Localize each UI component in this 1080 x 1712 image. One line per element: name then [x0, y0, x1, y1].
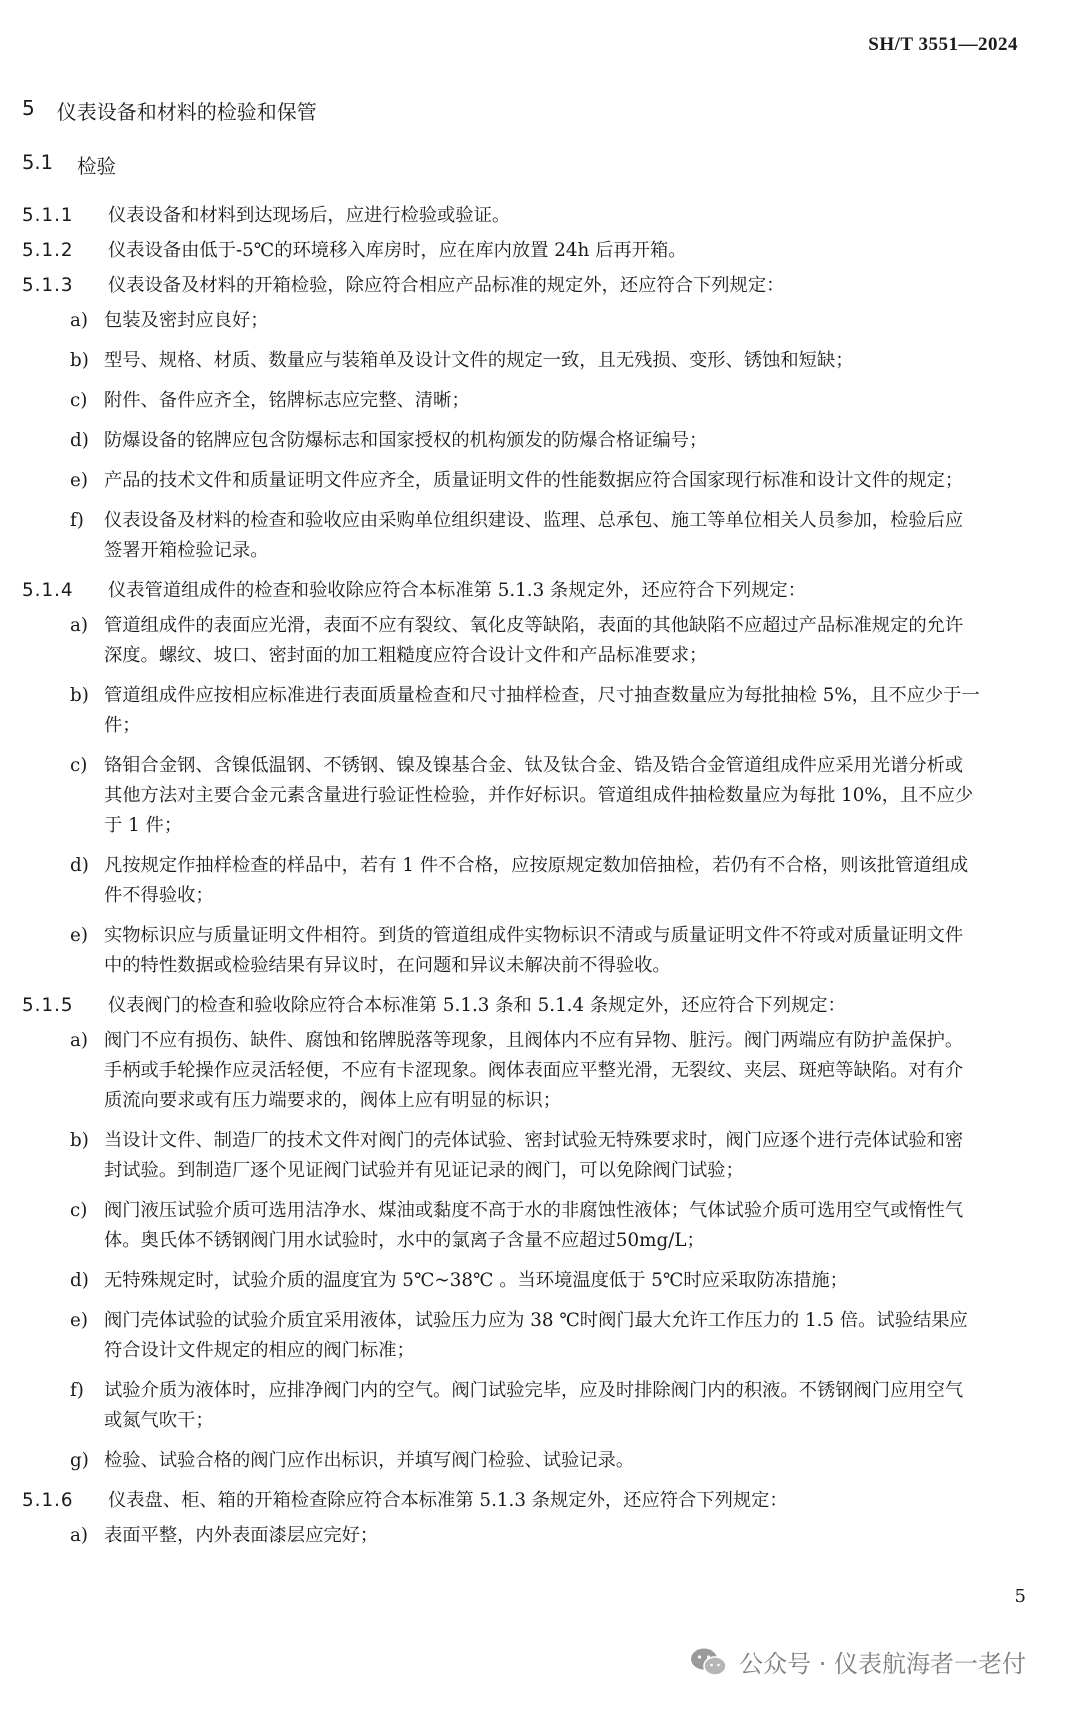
section-heading	[22, 96, 1022, 125]
watermark-text: 公众号 · 仪表航海者一老付	[739, 1650, 1026, 1678]
clause	[22, 236, 1022, 266]
list-item-text: 管道组成件应按相应标准进行表面质量检查和尺寸抽样检查，尺寸抽查数量应为每批抽检 5%，且不应少于一件；	[104, 685, 980, 736]
list-item	[22, 346, 1022, 376]
list-item-text: 无特殊规定时，试验介质的温度宜为 5℃~38℃ 。当环境温度低于 5℃时应采取防冻措施；	[104, 1270, 848, 1291]
list-item-label: b)	[70, 1130, 89, 1151]
clause	[22, 576, 1022, 606]
list-item-label: e)	[70, 1310, 88, 1331]
list-item	[22, 306, 1022, 336]
list-item	[22, 851, 1022, 911]
list-item	[22, 506, 1022, 566]
clause-text: 仪表设备和材料到达现场后，应进行检验或验证。	[108, 205, 511, 226]
list-item-label: e)	[70, 470, 88, 491]
list-item	[22, 1026, 1022, 1116]
list-item-text: 阀门壳体试验的试验介质宜采用液体，试验压力应为 38 ℃时阀门最大允许工作压力的 1.5 倍。试验结果应符合设计文件规定的相应的阀门标准；	[104, 1310, 968, 1361]
list-item-label: a)	[70, 310, 89, 331]
list-item-text: 包装及密封应良好；	[104, 310, 269, 331]
clause	[22, 271, 1022, 301]
list-item-text: 当设计文件、制造厂的技术文件对阀门的壳体试验、密封试验无特殊要求时，阀门应逐个进行壳体试验和密封试验。到制造厂逐个见证阀门试验并有见证记录的阀门，可以免除阀门试验；	[104, 1130, 964, 1181]
list-item-text: 仪表设备及材料的检查和验收应由采购单位组织建设、监理、总承包、施工等单位相关人员参加，检验后应签署开箱检验记录。	[104, 510, 964, 561]
list-item	[22, 466, 1022, 496]
clause-text: 仪表盘、柜、箱的开箱检查除应符合本标准第 5.1.3 条规定外，还应符合下列规定：	[108, 1490, 788, 1511]
clause	[22, 1486, 1022, 1516]
list-item-label: d)	[70, 430, 89, 451]
subsection-heading	[22, 151, 1022, 179]
clause-number: 5.1.6	[22, 1490, 74, 1511]
subsection-title: 检验	[77, 155, 117, 178]
list-item	[22, 386, 1022, 416]
clause-number: 5.1.5	[22, 995, 74, 1016]
list-item-label: f)	[70, 510, 84, 531]
list-item-label: c)	[70, 390, 88, 411]
list-item	[22, 681, 1022, 741]
section-number: 5	[22, 96, 35, 120]
list-item	[22, 921, 1022, 981]
document-body	[22, 96, 1022, 1561]
list-item-label: c)	[70, 755, 88, 776]
list-item-text: 检验、试验合格的阀门应作出标识，并填写阀门检验、试验记录。	[104, 1450, 635, 1471]
clause-number: 5.1.1	[22, 205, 74, 226]
list-item	[22, 1521, 1022, 1551]
list-item-label: f)	[70, 1380, 84, 1401]
list-item	[22, 1266, 1022, 1296]
clause-text: 仪表阀门的检查和验收除应符合本标准第 5.1.3 条和 5.1.4 条规定外，还应符合下列规定：	[108, 995, 846, 1016]
list-item-text: 凡按规定作抽样检查的样品中，若有 1 件不合格，应按原规定数加倍抽检，若仍有不合格，则该批管道组成件不得验收；	[104, 855, 969, 906]
list-item	[22, 1306, 1022, 1366]
list-item-label: d)	[70, 855, 89, 876]
watermark	[689, 1644, 1026, 1679]
list-item-label: b)	[70, 685, 89, 706]
list-item-text: 试验介质为液体时，应排净阀门内的空气。阀门试验完毕，应及时排除阀门内的积液。不锈钢阀门应用空气或氮气吹干；	[104, 1380, 964, 1431]
list-item	[22, 426, 1022, 456]
clause	[22, 201, 1022, 231]
standard-number: SH/T 3551—2024	[868, 34, 1018, 55]
list-item-text: 型号、规格、材质、数量应与装箱单及设计文件的规定一致，且无残损、变形、锈蚀和短缺；	[104, 350, 854, 371]
wechat-icon	[689, 1646, 729, 1678]
list-item-label: b)	[70, 350, 89, 371]
list-item-text: 防爆设备的铭牌应包含防爆标志和国家授权的机构颁发的防爆合格证编号；	[104, 430, 708, 451]
list-item	[22, 611, 1022, 671]
list-item-label: a)	[70, 1525, 89, 1546]
list-item-label: e)	[70, 925, 88, 946]
list-item-text: 阀门液压试验介质可选用洁净水、煤油或黏度不高于水的非腐蚀性液体；气体试验介质可选用空气或惰性气体。奥氏体不锈钢阀门用水试验时，水中的氯离子含量不应超过50mg/L；	[104, 1200, 964, 1251]
list-item	[22, 1446, 1022, 1476]
list-item-label: d)	[70, 1270, 89, 1291]
list-item-text: 管道组成件的表面应光滑，表面不应有裂纹、氧化皮等缺陷，表面的其他缺陷不应超过产品标准规定的允许深度。螺纹、坡口、密封面的加工粗糙度应符合设计文件和产品标准要求；	[104, 615, 964, 666]
clause-number: 5.1.2	[22, 240, 74, 261]
clause-text: 仪表管道组成件的检查和验收除应符合本标准第 5.1.3 条规定外，还应符合下列规定：	[108, 580, 806, 601]
list-item-text: 表面平整，内外表面漆层应完好；	[104, 1525, 379, 1546]
clause-list	[22, 201, 1022, 1551]
clause-number: 5.1.3	[22, 275, 74, 296]
clause-text: 仪表设备由低于-5℃的环境移入库房时，应在库内放置 24h 后再开箱。	[108, 240, 687, 261]
list-item	[22, 1126, 1022, 1186]
list-item-label: g)	[70, 1450, 89, 1471]
list-item-text: 附件、备件应齐全，铭牌标志应完整、清晰；	[104, 390, 470, 411]
list-item-label: a)	[70, 615, 89, 636]
list-item	[22, 1376, 1022, 1436]
page-number: 5	[1014, 1586, 1026, 1607]
list-item-text: 阀门不应有损伤、缺件、腐蚀和铭牌脱落等现象，且阀体内不应有异物、脏污。阀门两端应有防护盖保护。手柄或手轮操作应灵活轻便，不应有卡涩现象。阀体表面应平整光滑，无裂纹、夹层、斑疤等缺陷。对有介质流向要求或有压力端要求的，阀体上应有明显的标识；	[104, 1030, 964, 1111]
clause-number: 5.1.4	[22, 580, 74, 601]
list-item-text: 产品的技术文件和质量证明文件应齐全，质量证明文件的性能数据应符合国家现行标准和设计文件的规定；	[104, 470, 964, 491]
list-item-label: c)	[70, 1200, 88, 1221]
section-title: 仪表设备和材料的检验和保管	[56, 100, 317, 124]
list-item	[22, 1196, 1022, 1256]
subsection-number: 5.1	[22, 151, 54, 174]
list-item-label: a)	[70, 1030, 89, 1051]
clause	[22, 991, 1022, 1021]
clause-text: 仪表设备及材料的开箱检验，除应符合相应产品标准的规定外，还应符合下列规定：	[108, 275, 785, 296]
list-item-text: 铬钼合金钢、含镍低温钢、不锈钢、镍及镍基合金、钛及钛合金、锆及锆合金管道组成件应采用光谱分析或其他方法对主要合金元素含量进行验证性检验，并作好标识。管道组成件抽检数量应为每批 10%，且不应少于 1 件；	[104, 755, 974, 836]
list-item-text: 实物标识应与质量证明文件相符。到货的管道组成件实物标识不清或与质量证明文件不符或对质量证明文件中的特性数据或检验结果有异议时，在问题和异议未解决前不得验收。	[104, 925, 964, 976]
list-item	[22, 751, 1022, 841]
